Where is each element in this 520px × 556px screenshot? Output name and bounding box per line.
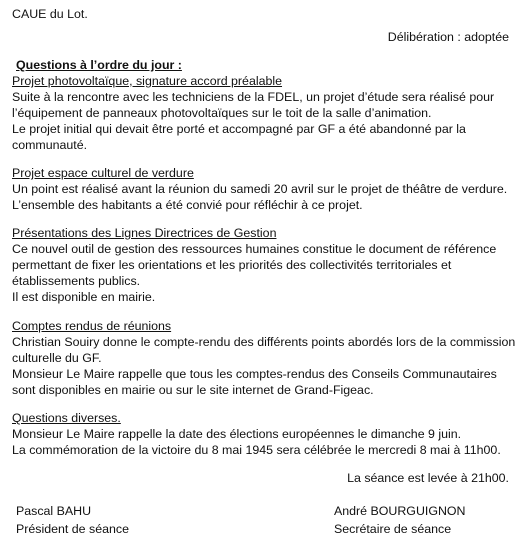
section-title-photovoltaic: Projet photovoltaïque, signature accord préalable	[12, 74, 283, 88]
section-line: Il est disponible en mairie.	[12, 290, 156, 304]
left-signatory-role: Président de séance	[16, 522, 129, 536]
section-line: communauté.	[12, 138, 88, 152]
section-title-misc-questions: Questions diverses.	[12, 411, 121, 425]
section-line: culturelle du GF.	[12, 351, 102, 365]
deliberation-status: Délibération : adoptée	[387, 30, 509, 44]
right-signatory-role: Secrétaire de séance	[334, 522, 452, 536]
section-line: permettant de fixer les orientations et les priorités des collectivités territoriales et	[12, 258, 452, 272]
section-line: l’équipement de panneaux photovoltaïques sur le toit de la salle d’animation.	[12, 106, 432, 120]
agenda-title: Questions à l’ordre du jour :	[16, 58, 182, 72]
section-title-meeting-reports: Comptes rendus de réunions	[12, 319, 172, 333]
section-line: Christian Souiry donne le compte-rendu des différents points abordés lors de la commission	[12, 335, 516, 349]
section-line: Monsieur Le Maire rappelle la date des élections européennes le dimanche 9 juin.	[12, 427, 462, 441]
section-line: Suite à la rencontre avec les techniciens de la FDEL, un projet d’étude sera réalisé pour	[12, 90, 495, 104]
section-line: établissements publics.	[12, 274, 141, 288]
right-signatory-name: André BOURGUIGNON	[334, 504, 466, 518]
section-line: L’ensemble des habitants a été convié pour réfléchir à ce projet.	[12, 198, 363, 212]
section-line: sont disponibles en mairie ou sur le site internet de Grand-Figeac.	[12, 383, 374, 397]
organization-name: CAUE du Lot.	[12, 7, 88, 21]
section-line: Un point est réalisé avant la réunion du samedi 20 avril sur le projet de théâtre de verdure.	[12, 182, 508, 196]
section-line: La commémoration de la victoire du 8 mai 1945 sera célébrée le mercredi 8 mai à 11h00.	[12, 443, 501, 457]
section-title-guidelines: Présentations des Lignes Directrices de Gestion	[12, 226, 277, 240]
section-line: Le projet initial qui devait être porté et accompagné par GF a été abandonné par la	[12, 122, 466, 136]
section-line: Ce nouvel outil de gestion des ressources humaines constitue le document de référence	[12, 242, 497, 256]
section-line: Monsieur Le Maire rappelle que tous les comptes-rendus des Conseils Communautaires	[12, 367, 497, 381]
section-title-cultural-space: Projet espace culturel de verdure	[12, 166, 194, 180]
left-signatory-name: Pascal BAHU	[16, 504, 92, 518]
closing-statement: La séance est levée à 21h00.	[347, 471, 509, 485]
